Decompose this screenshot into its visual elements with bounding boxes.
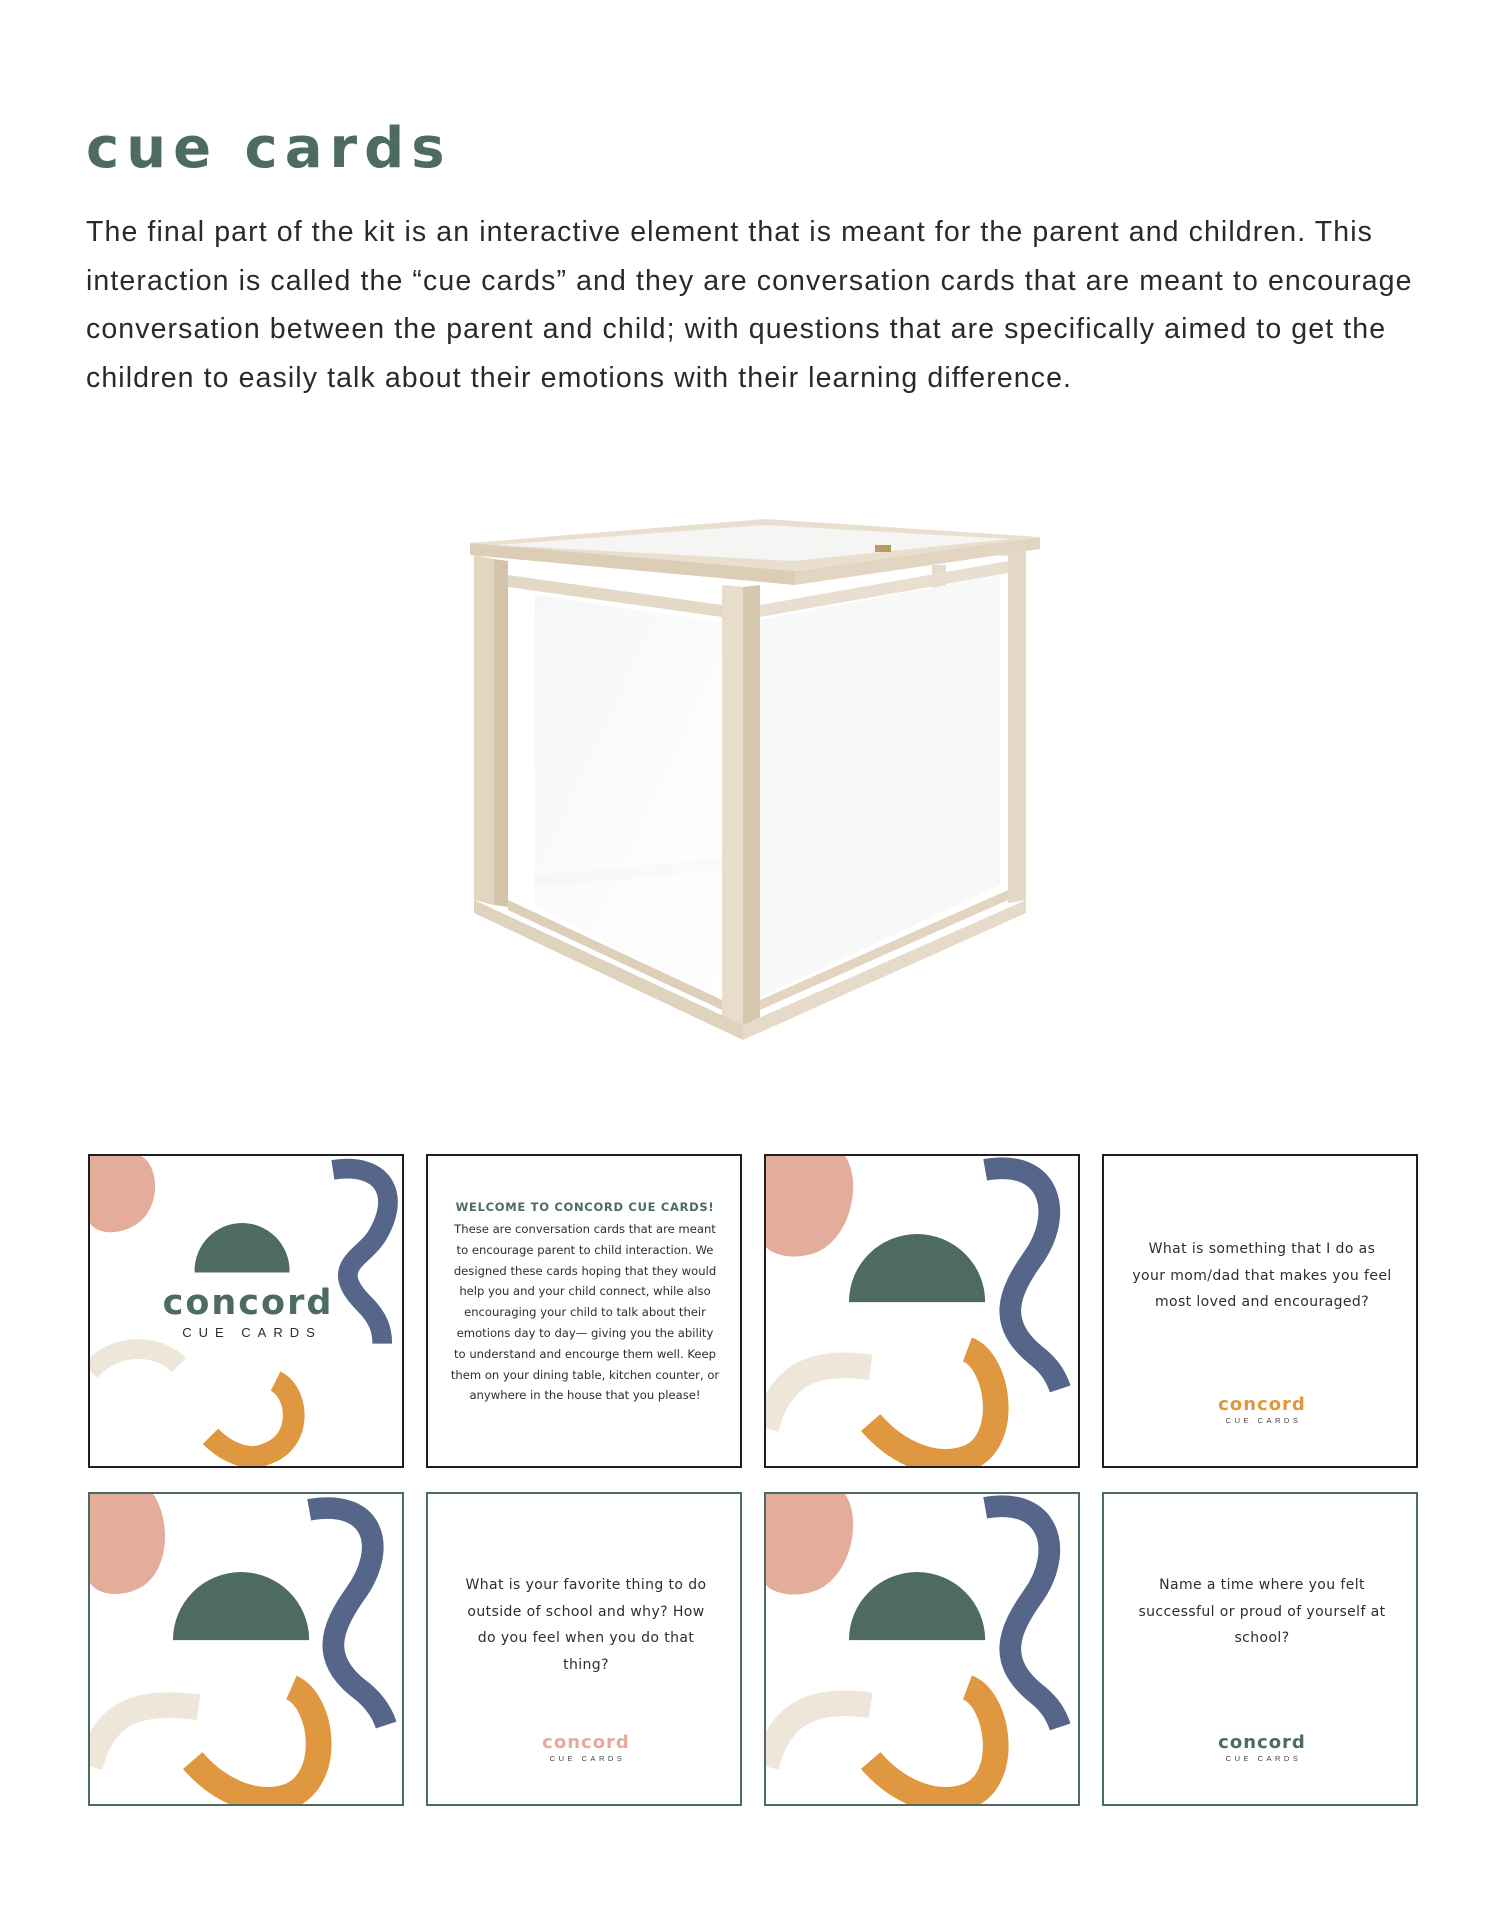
cover-logo: [90, 1283, 404, 1340]
question-text: Name a time where you felt successful or proud of yourself at school?: [1138, 1577, 1386, 1646]
pattern-card: [88, 1492, 404, 1806]
card-tagline: CUE CARDS: [1225, 1754, 1302, 1763]
card-logo: [428, 1734, 742, 1763]
question-card-2: [426, 1492, 742, 1806]
card-wordmark: concord: [1218, 1732, 1306, 1753]
card-tagline: CUE CARDS: [549, 1754, 626, 1763]
question-text: What is your favorite thing to do outside of school and why? How do you feel when you do that thing?: [465, 1577, 707, 1673]
card-wordmark: concord: [1218, 1394, 1306, 1415]
cover-wordmark: concord: [162, 1283, 334, 1323]
glass-wood-box-icon: [460, 505, 1050, 1065]
card-logo: [1104, 1396, 1418, 1425]
question-card-1: [1102, 1154, 1418, 1468]
question-card-3: [1102, 1492, 1418, 1806]
cover-tagline: CUE CARDS: [182, 1325, 322, 1340]
intro-paragraph: The final part of the kit is an interactive element that is meant for the parent and children. This interaction is called the “cue cards” and they are conversation cards that are meant to encourage conversation between the parent and child; with questions that are specifically aimed to get the children to easily talk about their emotions with their learning difference.: [86, 216, 1413, 394]
pattern-card: [764, 1492, 1080, 1806]
welcome-heading: WELCOME TO CONCORD CUE CARDS!: [455, 1200, 715, 1214]
card-logo: [1104, 1734, 1418, 1763]
pattern-card: [764, 1154, 1080, 1468]
welcome-body: These are conversation cards that are meant to encourage parent to child interaction. We designed these cards hoping that they would help you and your child connect, while also encouraging your child to talk about their emotions day to day— giving you the ability to understand and encourge them well. Keep them on your dining table, kitchen counter, or anywhere in the house that you please!: [450, 1222, 720, 1403]
question-text: What is something that I do as your mom/dad that makes you feel most loved and encouraged?: [1132, 1241, 1392, 1310]
abstract-shapes-pattern: [766, 1156, 1078, 1466]
card-wordmark: concord: [542, 1732, 630, 1753]
card-tagline: CUE CARDS: [1225, 1416, 1302, 1425]
page-title: cue cards: [86, 116, 452, 181]
abstract-shapes-pattern: [90, 1494, 402, 1804]
welcome-card: [426, 1154, 742, 1468]
abstract-shapes-pattern: [766, 1494, 1078, 1804]
cover-card: [88, 1154, 404, 1468]
